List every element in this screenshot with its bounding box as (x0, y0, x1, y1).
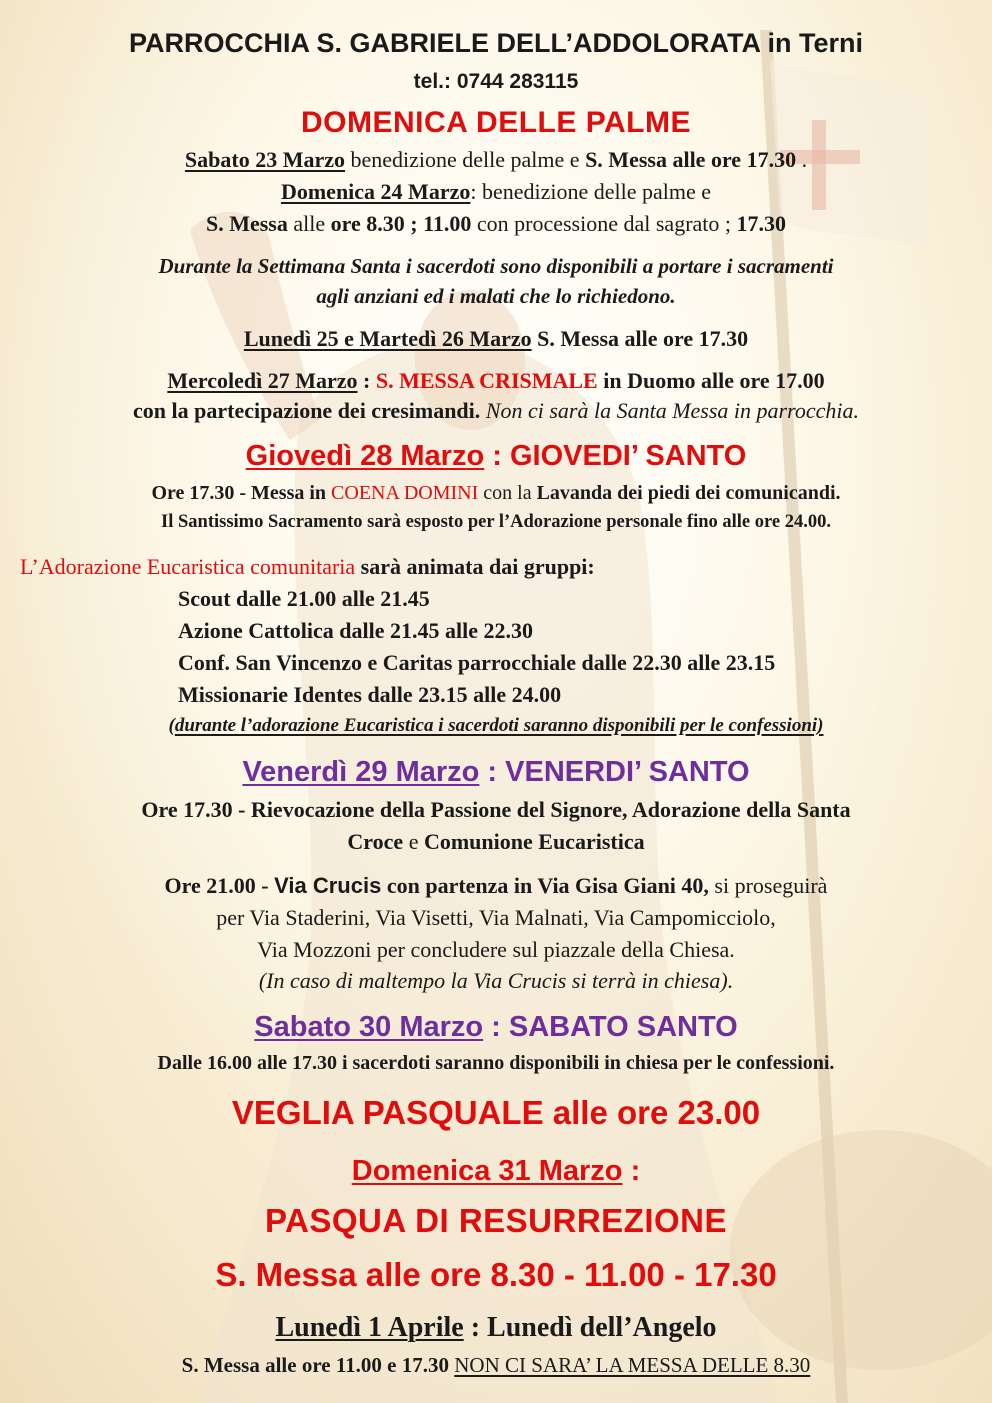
parish-phone: tel.: 0744 283115 (413, 70, 579, 93)
palm-sunday-text: : benedizione delle palme e (470, 179, 712, 204)
palm-saturday-date: Sabato 23 Marzo (184, 147, 345, 172)
via-crucis-weather-note: (In caso di maltempo la Via Crucis si terrà in chiesa). (258, 968, 734, 993)
holy-thursday-date: Giovedì 28 Marzo (245, 440, 485, 472)
easter-masses: S. Messa alle ore 8.30 - 11.00 - 17.30 (215, 1256, 777, 1293)
chrism-mass-label: S. MESSA CRISMALE (375, 368, 598, 393)
wednesday-date: Mercoledì 27 Marzo (167, 368, 358, 393)
adoration-group-item: Conf. San Vincenzo e Caritas parrocchiale dalle 22.30 alle 23.15 (178, 650, 776, 675)
easter-vigil: VEGLIA PASQUALE alle ore 23.00 (231, 1094, 761, 1131)
easter-monday-date: Lunedì 1 Aprile (275, 1312, 464, 1343)
via-crucis-route-1: per Via Staderini, Via Visetti, Via Malnati, Via Campomicciolo, (216, 905, 776, 930)
easter-monday-no-mass: NON CI SARA’ LA MESSA DELLE 8.30 (454, 1353, 811, 1377)
community-adoration-label: L’Adorazione Eucaristica comunitaria (20, 554, 356, 579)
confession-note-paren: ( (168, 715, 175, 736)
holy-thursday-name: : GIOVEDI’ SANTO (484, 440, 747, 472)
palm-mass-b: alle (287, 211, 331, 236)
easter-sunday-date: Domenica 31 Marzo (351, 1155, 623, 1187)
wednesday-line2 (0, 398, 992, 424)
via-crucis-time: Ore 21.00 - (164, 873, 275, 898)
monday-tuesday-date: Lunedì 25 e Martedì 26 Marzo (243, 326, 532, 351)
via-crucis-line (0, 873, 992, 899)
thursday-l1-c: con la (478, 482, 537, 504)
via-crucis-start: con partenza in Via Gisa Giani 40, (381, 873, 709, 898)
confession-note-text: durante l’adorazione Eucaristica i sacerdoti saranno disponibili per le confessioni) (174, 715, 824, 736)
thursday-adoration-groups-intro (20, 554, 992, 580)
friday-communion-line (0, 829, 992, 855)
good-friday-title (0, 756, 992, 789)
holy-thursday-title (0, 440, 992, 473)
easter-sunday-sep: : (622, 1155, 641, 1187)
adoration-group-item: Scout dalle 21.00 alle 21.45 (178, 586, 430, 611)
palm-saturday-end: . (796, 147, 808, 172)
monday-tuesday-line (0, 326, 992, 352)
friday-l2-b: e (403, 829, 424, 854)
palm-mass-a: S. Messa (205, 211, 288, 236)
friday-l2-a: Croce (347, 829, 404, 854)
thursday-l1-a: Ore 17.30 - Messa in (151, 482, 332, 504)
wednesday-line (0, 368, 992, 394)
wednesday-text: in Duomo alle ore 17.00 (597, 368, 825, 393)
holy-saturday-title (0, 1011, 992, 1044)
easter-monday-name: : Lunedì dell’Angelo (463, 1312, 717, 1343)
easter-title: PASQUA DI RESURREZIONE (264, 1202, 728, 1239)
palm-sunday-line (0, 179, 992, 205)
palm-mass-d: con processione dal sagrato ; (471, 211, 737, 236)
thursday-l1-d: Lavanda dei piedi (536, 482, 690, 504)
via-crucis-continue: si proseguirà (708, 873, 828, 898)
parish-name: PARROCCHIA S. GABRIELE DELL’ADDOLORATA in Terni (129, 28, 863, 58)
saturday-confessions: Dalle 16.00 alle 17.30 i sacerdoti saranno disponibili in chiesa per le confessioni. (157, 1052, 835, 1074)
friday-passion-line: Ore 17.30 - Rievocazione della Passione del Signore, Adorazione della Santa (141, 797, 851, 822)
palm-saturday-line (0, 147, 992, 173)
sacraments-notice-line1: Durante la Settimana Santa i sacerdoti sono disponibili a portare i sacramenti (158, 254, 834, 278)
community-adoration-text: sarà animata dai gruppi: (355, 554, 595, 579)
sacraments-notice-line2: agli anziani ed i malati che lo richiedono. (316, 284, 676, 308)
thursday-mass-line (0, 482, 992, 505)
good-friday-date: Venerdì 29 Marzo (242, 756, 480, 788)
good-friday-name: : VENERDI’ SANTO (479, 756, 750, 788)
palm-saturday-mass: S. Messa alle ore 17.30 (585, 147, 797, 172)
palm-mass-c: ore 8.30 ; 11.00 (330, 211, 472, 236)
palm-saturday-text: benedizione delle palme e (345, 147, 586, 172)
wednesday-sep: : (357, 368, 376, 393)
monday-tuesday-text: S. Messa alle ore 17.30 (531, 326, 749, 351)
easter-monday-mass-times: S. Messa alle ore 11.00 e 17.30 (181, 1353, 455, 1377)
coena-domini-label: COENA DOMINI (331, 482, 479, 504)
thursday-l1-e: dei comunicandi. (689, 482, 841, 504)
thursday-adoration-personal: Il Santissimo Sacramento sarà esposto per l’Adorazione personale fino alle ore 24.00. (161, 512, 831, 532)
wednesday-line2-bold: con la partecipazione dei cresimandi. (133, 398, 481, 423)
easter-sunday-date-line (0, 1155, 992, 1188)
via-crucis-route-2: Via Mozzoni per concludere sul piazzale della Chiesa. (257, 937, 735, 962)
palm-mass-e: 17.30 (736, 211, 787, 236)
holy-saturday-date: Sabato 30 Marzo (254, 1011, 484, 1043)
adoration-group-item: Azione Cattolica dalle 21.45 alle 22.30 (178, 618, 534, 643)
adoration-group-item: Missionarie Identes dalle 23.15 alle 24.00 (178, 682, 562, 707)
palm-sunday-date: Domenica 24 Marzo (280, 179, 471, 204)
wednesday-line2-italic: Non ci sarà la Santa Messa in parrocchia. (480, 398, 859, 423)
confession-note (0, 715, 992, 737)
palm-sunday-title: DOMENICA DELLE PALME (301, 106, 691, 139)
holy-saturday-name: : SABATO SANTO (483, 1011, 738, 1043)
palm-sunday-masses (0, 211, 992, 237)
easter-monday-masses (0, 1353, 992, 1378)
friday-l2-c: Comunione Eucaristica (423, 829, 645, 854)
via-crucis-label: Via Crucis (274, 873, 382, 898)
easter-monday-title (0, 1312, 992, 1344)
